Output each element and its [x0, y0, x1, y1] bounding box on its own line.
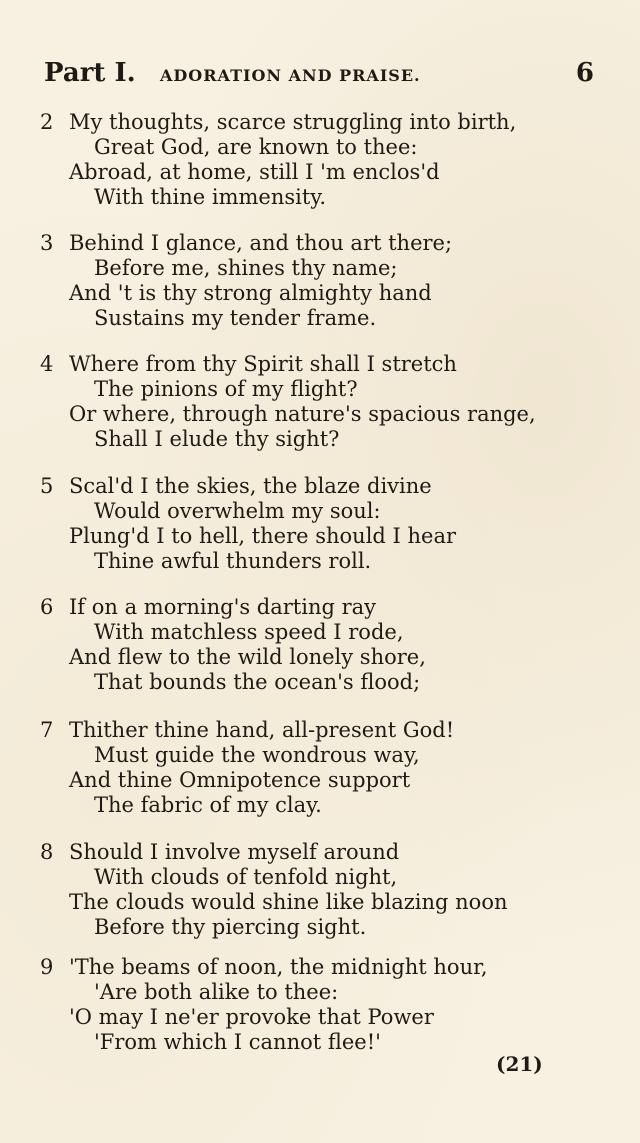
stanza-number: 3: [40, 231, 54, 255]
verse-text: The pinions of my flight?: [94, 377, 358, 401]
verse-text: Before thy piercing sight.: [94, 915, 367, 939]
verse-text: Scal'd I the skies, the blaze divine: [69, 474, 432, 498]
verse-text: With clouds of tenfold night,: [94, 865, 398, 889]
verse-text: Thither thine hand, all-present God!: [69, 718, 455, 742]
verse-line: [40, 306, 600, 331]
verse-text: Behind I glance, and thou art there;: [69, 231, 453, 255]
verse-line: [40, 281, 600, 306]
verse-text: Plung'd I to hell, there should I hear: [69, 524, 457, 548]
stanza: [40, 718, 600, 818]
verse-line: [40, 890, 600, 915]
verse-line: [40, 743, 600, 768]
verse-line: [40, 110, 600, 135]
verse-text: With matchless speed I rode,: [94, 620, 404, 644]
verse-text: Must guide the wondrous way,: [94, 743, 420, 767]
verse-line: [40, 768, 600, 793]
section-title: ADORATION AND PRAISE.: [160, 66, 421, 85]
verse-text: With thine immensity.: [94, 185, 327, 209]
verse-text: 'Are both alike to thee:: [94, 980, 339, 1004]
verse-text: That bounds the ocean's flood;: [94, 670, 421, 694]
verse-text: Where from thy Spirit shall I stretch: [69, 352, 457, 376]
stanza: [40, 231, 600, 331]
verse-text: Or where, through nature's spacious range,: [69, 402, 536, 426]
verse-line: [40, 620, 600, 645]
verse-text: Abroad, at home, still I 'm enclos'd: [69, 160, 440, 184]
verse-text: 'O may I ne'er provoke that Power: [69, 1005, 434, 1029]
page-number: 6: [575, 58, 594, 88]
verse-line: [40, 955, 600, 980]
verse-line: [40, 549, 600, 574]
verse-text: Sustains my tender frame.: [94, 306, 377, 330]
verse-line: [40, 256, 600, 281]
verse-line: [40, 499, 600, 524]
verse-text: The clouds would shine like blazing noon: [69, 890, 508, 914]
part-label: Part I.: [44, 58, 136, 88]
stanza: [40, 352, 600, 452]
verse-text: Before me, shines thy name;: [94, 256, 398, 280]
verse-line: [40, 352, 600, 377]
verse-line: [40, 474, 600, 499]
stanza: [40, 595, 600, 695]
stanza-number: 5: [40, 474, 54, 498]
verse-line: [40, 1005, 600, 1030]
verse-line: [40, 377, 600, 402]
verse-line: [40, 670, 600, 695]
verse-line: [40, 865, 600, 890]
verse-line: [40, 231, 600, 256]
verse-line: [40, 915, 600, 940]
verse-text: The fabric of my clay.: [94, 793, 322, 817]
verse-text: And flew to the wild lonely shore,: [69, 645, 426, 669]
stanza-number: 8: [40, 840, 54, 864]
stanza-number: 4: [40, 352, 54, 376]
verse-line: [40, 402, 600, 427]
verse-line: [40, 524, 600, 549]
verse-text: Thine awful thunders roll.: [94, 549, 372, 573]
stanza-number: 2: [40, 110, 54, 134]
stanza: [40, 474, 600, 574]
verse-text: Great God, are known to thee:: [94, 135, 418, 159]
verse-text: Shall I elude thy sight?: [94, 427, 340, 451]
verse-line: [40, 645, 600, 670]
verse-text: Would overwhelm my soul:: [94, 499, 381, 523]
stanza-number: 9: [40, 955, 54, 979]
stanza: [40, 110, 600, 210]
stanza: [40, 840, 600, 940]
verse-line: [40, 718, 600, 743]
verse-line: [40, 185, 600, 210]
stanza: [40, 955, 600, 1055]
verse-text: If on a morning's darting ray: [69, 595, 377, 619]
verse-text: And 't is thy strong almighty hand: [69, 281, 432, 305]
verse-line: [40, 135, 600, 160]
verse-text: Should I involve myself around: [69, 840, 400, 864]
verse-text: 'From which I cannot flee!': [94, 1030, 381, 1054]
stanza-number: 6: [40, 595, 54, 619]
stanza-number: 7: [40, 718, 54, 742]
verse-line: [40, 595, 600, 620]
verse-line: [40, 160, 600, 185]
hymn-number: (21): [496, 1052, 543, 1076]
page-header: [44, 58, 594, 92]
verse-text: And thine Omnipotence support: [69, 768, 411, 792]
verse-line: [40, 840, 600, 865]
verse-text: 'The beams of noon, the midnight hour,: [69, 955, 488, 979]
verse-text: My thoughts, scarce struggling into birth,: [69, 110, 517, 134]
verse-line: [40, 793, 600, 818]
verse-line: [40, 980, 600, 1005]
verse-line: [40, 427, 600, 452]
